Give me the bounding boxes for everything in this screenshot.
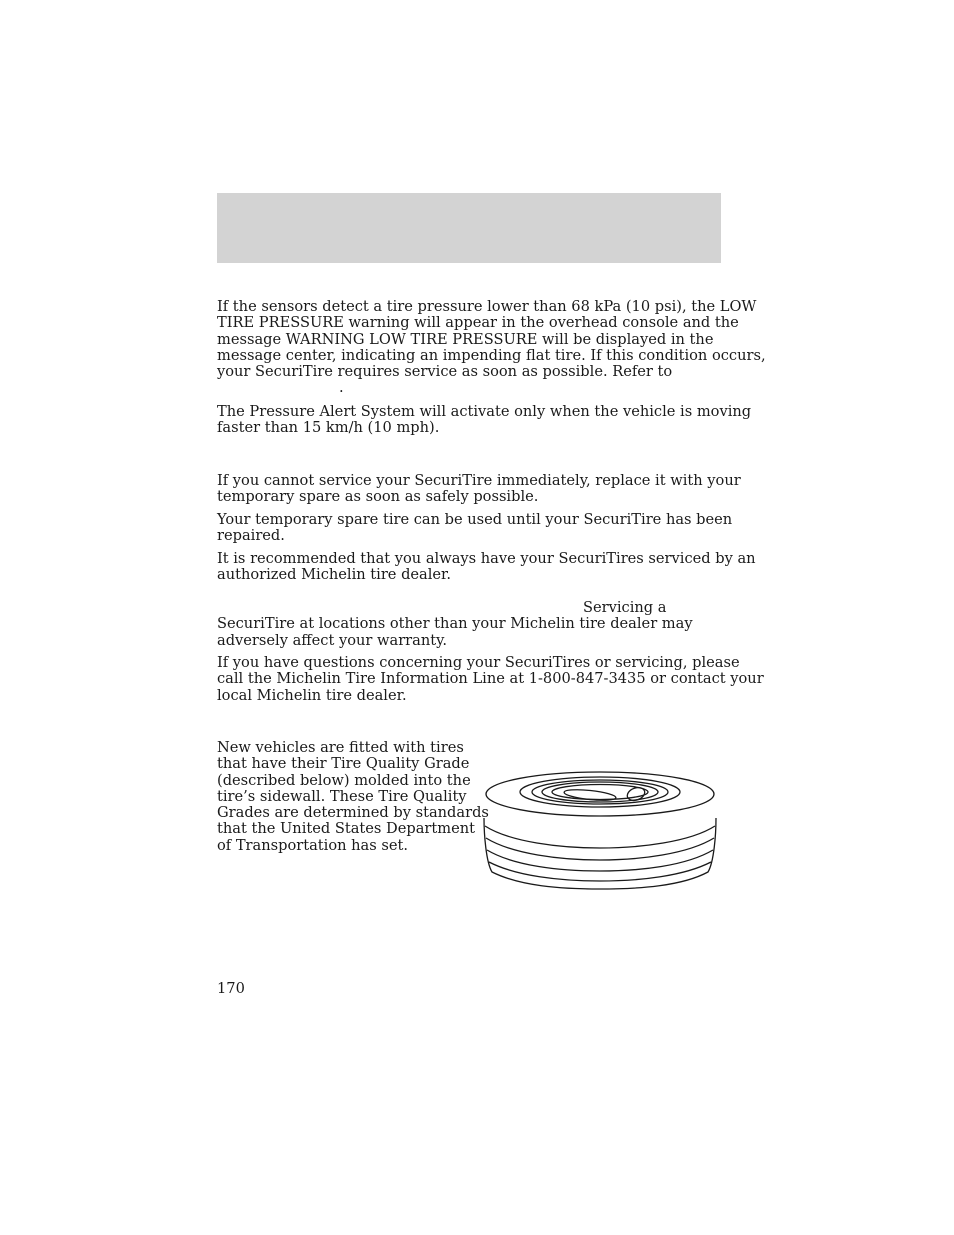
recommended-paragraph: It is recommended that you always have your SecuriTires serviced by an authorized Michelin tire dealer. <box>217 550 756 584</box>
questions-paragraph: If you have questions concerning your SecuriTires or servicing, please call the Michelin Tire Information Line at 1-800-847-3435 or contact your local Michelin tire dealer. <box>217 654 764 704</box>
low-pressure-paragraph: If the sensors detect a tire pressure lower than 68 kPa (10 psi), the LOW TIRE PRESSURE warning will appear in the overhead console and the message WARNING LOW TIRE PRESSURE will be displayed in the message center, indicating an impending flat tire. If this condition occurs, your SecuriTire requires service as soon as possible. Refer to . <box>217 298 766 397</box>
activation-paragraph: The Pressure Alert System will activate only when the vehicle is moving faster than 15 km/h (10 mph). <box>217 403 752 437</box>
quality-grade-paragraph: New vehicles are fitted with tires that have their Tire Quality Grade (described below) molded into the tire’s sidewall. These Tire Quality Grades are determined by standards that the United States Department of Transportation has set. <box>217 739 489 854</box>
tire-icon <box>480 768 720 892</box>
page-number: 170 <box>217 980 245 997</box>
immediate-service-paragraph: If you cannot service your SecuriTire immediately, replace it with your temporary spare as soon as safely possible. <box>217 472 741 506</box>
section-header-band <box>217 193 721 263</box>
temporary-spare-paragraph: Your temporary spare tire can be used until your SecuriTire has been repaired. <box>217 511 733 545</box>
warranty-paragraph: Servicing a SecuriTire at locations other than your Michelin tire dealer may adversely affect your warranty. <box>217 599 693 649</box>
